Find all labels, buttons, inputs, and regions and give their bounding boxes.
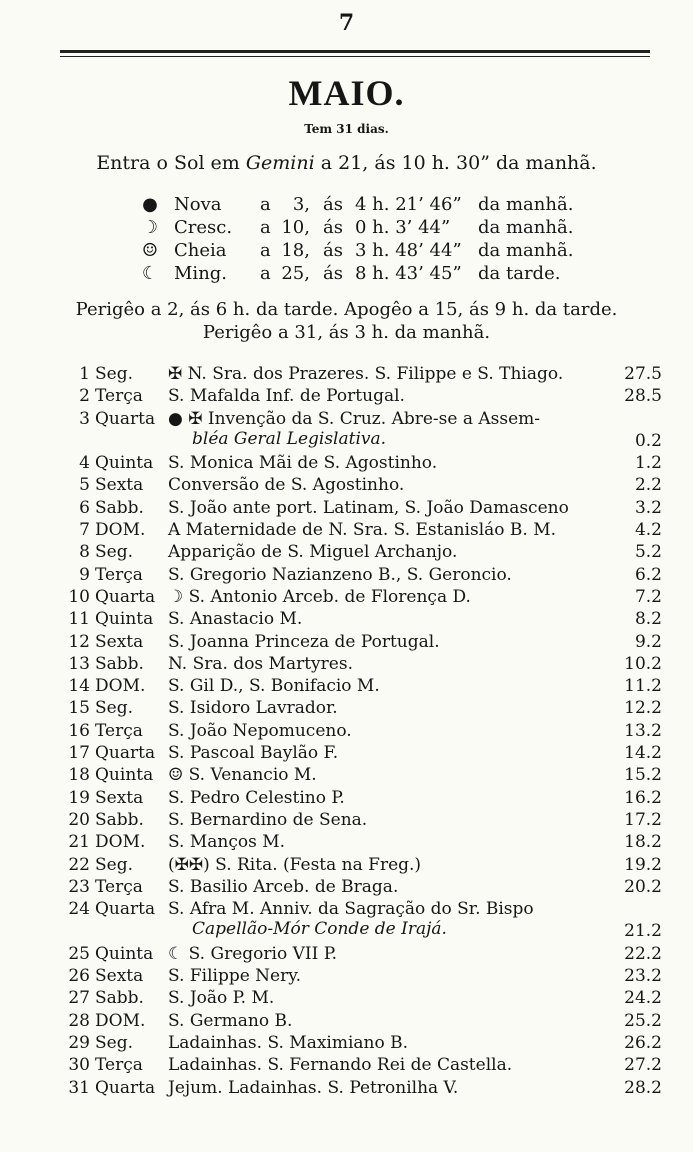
day-number: 1 (79, 364, 90, 384)
day-row (62, 654, 662, 676)
day-row (62, 1033, 662, 1055)
header-rule-thin (60, 56, 650, 57)
saint-text: S. Pascoal Baylão F. (168, 743, 339, 764)
moon-age-value: 10.2 (624, 653, 662, 674)
weekday: Quarta (95, 743, 156, 764)
weekday: Sexta (95, 787, 144, 808)
moon-age-value: 28.5 (624, 386, 662, 407)
day-row (62, 453, 662, 475)
day-number: 22 (68, 854, 90, 875)
saint-text: ☽ S. Antonio Arceb. de Florença D. (168, 586, 471, 607)
day-number: 7 (79, 520, 90, 541)
saint-text: S. Filippe Nery. (168, 966, 301, 987)
day-number: 19 (68, 787, 90, 808)
phase-a: a (260, 263, 271, 284)
day-number: 21 (68, 832, 90, 853)
day-row (62, 966, 662, 988)
moon-age-value: 12.2 (624, 698, 662, 719)
day-row (62, 1055, 662, 1077)
saint-entry (168, 1055, 608, 1075)
day-number: 11 (68, 609, 90, 630)
day-number: 29 (68, 1032, 90, 1053)
saint-entry (168, 1033, 608, 1053)
weekday: DOM. (95, 832, 146, 853)
day-number: 17 (68, 743, 90, 764)
phase-time: 3 h. 48’ 44” (355, 240, 462, 261)
day-number: 10 (68, 586, 90, 607)
moon-age-value: 20.2 (624, 876, 662, 897)
saint-text: Conversão de S. Agostinho. (168, 475, 405, 496)
day-number: 12 (68, 631, 90, 652)
day-number: 25 (68, 943, 90, 964)
saint-entry (168, 1011, 608, 1031)
saint-entry (168, 743, 608, 763)
day-number: 26 (68, 966, 90, 987)
day-row (62, 409, 662, 454)
moon-age-value: 21.2 (624, 921, 662, 942)
saint-text: S. Anastacio M. (168, 609, 303, 630)
day-number: 9 (79, 564, 90, 585)
phase-tail: da manhã. (478, 194, 574, 215)
weekday: Quinta (95, 453, 154, 474)
phase-day: 10, (281, 217, 310, 238)
weekday: Quarta (95, 899, 156, 920)
day-number: 20 (68, 809, 90, 830)
moon-age-value: 16.2 (624, 787, 662, 808)
saint-text: Ladainhas. S. Maximiano B. (168, 1032, 409, 1053)
saint-text: S. Monica Mãi de S. Agostinho. (168, 453, 438, 474)
saint-entry (168, 966, 608, 986)
saint-entry (168, 877, 608, 897)
phase-a: a (260, 240, 271, 261)
saint-text: S. Germano B. (168, 1010, 293, 1031)
weekday: Terça (95, 386, 143, 407)
perigee-line-1: Perigêo a 2, ás 6 h. da tarde. Apogêo a 15, ás 9 h. da tarde. (75, 299, 618, 320)
saint-text: Ladainhas. S. Fernando Rei de Castella. (168, 1055, 513, 1076)
weekday: DOM. (95, 1010, 146, 1031)
weekday: Quarta (95, 586, 156, 607)
saint-entry (168, 788, 608, 808)
day-number: 3 (79, 408, 90, 429)
day-number: 24 (68, 899, 90, 920)
phase-name: Cresc. (174, 217, 233, 238)
day-number: 8 (79, 542, 90, 563)
saint-entry (168, 498, 608, 518)
sun-entry (0, 152, 693, 174)
full-circle-icon: ● (142, 194, 158, 215)
saint-entry (168, 676, 608, 696)
moon-age-value: 27.2 (624, 1055, 662, 1076)
phase-a: a (260, 194, 271, 215)
saint-text: ☾ S. Gregorio VII P. (168, 943, 338, 964)
day-row (62, 475, 662, 497)
weekday: Seg. (95, 364, 133, 384)
moon-age-value: 8.2 (634, 609, 662, 630)
perigee-line-2: Perigêo a 31, ás 3 h. da manhã. (202, 322, 491, 343)
day-number: 14 (68, 676, 90, 697)
phase-tail: da manhã. (478, 217, 574, 238)
day-row (62, 676, 662, 698)
saint-text: Jejum. Ladainhas. S. Petronilha V. (168, 1077, 459, 1098)
saint-text: S. Basilio Arceb. de Braga. (168, 876, 399, 897)
day-row (62, 788, 662, 810)
phase-as: ás (323, 240, 343, 261)
day-row (62, 743, 662, 765)
day-row (62, 609, 662, 631)
page-number: 7 (338, 10, 355, 36)
weekday: Sabb. (95, 809, 144, 830)
phase-tail: da manhã. (478, 240, 574, 261)
moon-age-value: 6.2 (634, 564, 662, 585)
moon-age-value: 1.2 (634, 453, 662, 474)
moon-age-value: 24.2 (624, 988, 662, 1009)
saint-entry (168, 810, 608, 830)
day-row (62, 765, 662, 787)
saint-text: S. João Nepomuceno. (168, 720, 352, 741)
weekday: Seg. (95, 1032, 133, 1053)
moon-age-value: 14.2 (624, 743, 662, 764)
saint-text-continued: bléa Geral Legislativa. (192, 428, 387, 449)
saint-entry (168, 855, 608, 875)
saint-entry (168, 721, 608, 741)
sun-entry-sign: Gemini (245, 152, 315, 174)
moon-age-value: 15.2 (624, 765, 662, 786)
day-row (62, 810, 662, 832)
day-number: 2 (79, 386, 90, 407)
day-number: 15 (68, 698, 90, 719)
moon-age-value: 7.2 (634, 586, 662, 607)
saint-text: S. João P. M. (168, 988, 275, 1009)
weekday: Sabb. (95, 497, 144, 518)
saint-text: S. João ante port. Latinam, S. João Damasceno (168, 497, 569, 518)
day-row (62, 386, 662, 408)
phase-as: ás (323, 194, 343, 215)
moon-age-value: 3.2 (634, 497, 662, 518)
day-row (62, 498, 662, 520)
phase-as: ás (323, 263, 343, 284)
phase-day: 18, (281, 240, 310, 261)
saint-entry (168, 565, 608, 585)
weekday: Sexta (95, 966, 144, 987)
day-row (62, 877, 662, 899)
saint-entry (168, 1078, 608, 1098)
phase-time: 0 h. 3’ 44” (355, 217, 451, 238)
moon-age-value: 26.2 (624, 1032, 662, 1053)
month-title: MAIO. (288, 73, 405, 113)
saint-text: N. Sra. dos Martyres. (168, 653, 353, 674)
day-row (62, 1078, 662, 1100)
saint-entry (168, 542, 608, 562)
weekday: Terça (95, 720, 143, 741)
moon-age-value: 25.2 (624, 1010, 662, 1031)
weekday: Sexta (95, 475, 144, 496)
saint-text: ☺ S. Venancio M. (168, 765, 317, 786)
day-row (62, 587, 662, 609)
day-number: 4 (79, 453, 90, 474)
day-number: 23 (68, 876, 90, 897)
face-circle-icon: ☺ (141, 240, 159, 261)
weekday: Seg. (95, 698, 133, 719)
crescent-icon: ☽ (141, 217, 159, 238)
moon-age-value: 13.2 (624, 720, 662, 741)
day-row (62, 364, 662, 386)
weekday: Seg. (95, 542, 133, 563)
header-rule-thick (60, 50, 650, 53)
phase-name: Nova (174, 194, 222, 215)
saint-entry (168, 899, 608, 939)
phase-as: ás (323, 217, 343, 238)
saint-text: S. Gil D., S. Bonifacio M. (168, 676, 380, 697)
day-row (62, 855, 662, 877)
phase-name: Ming. (174, 263, 228, 284)
weekday: Terça (95, 1055, 143, 1076)
moon-age-value: 5.2 (634, 542, 662, 563)
day-row (62, 542, 662, 564)
weekday: Quinta (95, 765, 154, 786)
weekday: Quinta (95, 943, 154, 964)
phase-day: 25, (281, 263, 310, 284)
day-number: 18 (68, 765, 90, 786)
weekday: DOM. (95, 520, 146, 541)
weekday: Quinta (95, 609, 154, 630)
saint-entry (168, 988, 608, 1008)
phase-time: 8 h. 43’ 45” (355, 263, 462, 284)
saint-entry (168, 944, 608, 964)
phase-time: 4 h. 21’ 46” (355, 194, 462, 215)
day-row (62, 632, 662, 654)
moon-age-value: 19.2 (624, 854, 662, 875)
saint-entry (168, 364, 608, 384)
sun-entry-after: a 21, ás 10 h. 30” da manhã. (314, 152, 597, 174)
saint-entry (168, 587, 608, 607)
weekday: Seg. (95, 854, 133, 875)
moon-age-value: 22.2 (624, 943, 662, 964)
saint-text: S. Pedro Celestino P. (168, 787, 345, 808)
day-row (62, 832, 662, 854)
saint-entry (168, 654, 608, 674)
weekday: Quarta (95, 1077, 156, 1098)
saint-text: S. Mafalda Inf. de Portugal. (168, 386, 405, 407)
saint-entry (168, 832, 608, 852)
weekday: Terça (95, 564, 143, 585)
saint-entry (168, 453, 608, 473)
saint-text: ✠ N. Sra. dos Prazeres. S. Filippe e S. Thiago. (168, 364, 564, 384)
saint-entry (168, 632, 608, 652)
moon-age-value: 18.2 (624, 832, 662, 853)
moon-age-value: 27.5 (624, 364, 662, 384)
sun-entry-before: Entra o Sol em (96, 152, 246, 174)
day-row (62, 520, 662, 542)
saint-text: S. Afra M. Anniv. da Sagração do Sr. Bispo (168, 899, 534, 920)
weekday: DOM. (95, 676, 146, 697)
saint-entry (168, 698, 608, 718)
day-row (62, 899, 662, 944)
day-row (62, 944, 662, 966)
day-number: 28 (68, 1010, 90, 1031)
day-number: 30 (68, 1055, 90, 1076)
saint-entry (168, 609, 608, 629)
saint-text: S. Gregorio Nazianzeno B., S. Geroncio. (168, 564, 512, 585)
day-row (62, 565, 662, 587)
day-number: 27 (68, 988, 90, 1009)
moon-age-value: 4.2 (634, 520, 662, 541)
weekday: Sexta (95, 631, 144, 652)
saint-text: A Maternidade de N. Sra. S. Estanisláo B. M. (168, 520, 557, 541)
moon-age-value: 23.2 (624, 966, 662, 987)
day-number: 6 (79, 497, 90, 518)
moon-age-value: 17.2 (624, 809, 662, 830)
weekday: Sabb. (95, 653, 144, 674)
saint-text: S. Isidoro Lavrador. (168, 698, 338, 719)
weekday: Terça (95, 876, 143, 897)
saint-text: S. Manços M. (168, 832, 286, 853)
perigee-apogee-note (0, 298, 693, 344)
saint-text: ● ✠ Invenção da S. Cruz. Abre-se a Assem- (168, 408, 541, 429)
saint-entry (168, 409, 608, 449)
moon-age-value: 11.2 (624, 676, 662, 697)
day-number: 5 (79, 475, 90, 496)
saint-text: Apparição de S. Miguel Archanjo. (168, 542, 458, 563)
phase-name: Cheia (174, 240, 227, 261)
phase-day: 3, (292, 194, 310, 215)
day-row (62, 1011, 662, 1033)
day-list (62, 364, 662, 1100)
weekday: Sabb. (95, 988, 144, 1009)
waning-moon-icon: ☾ (141, 263, 159, 284)
saint-text: S. Bernardino de Sena. (168, 809, 368, 830)
saint-entry (168, 386, 608, 406)
saint-text: S. Joanna Princeza de Portugal. (168, 631, 440, 652)
moon-age-value: 0.2 (634, 430, 662, 451)
phase-tail: da tarde. (478, 263, 561, 284)
day-number: 31 (68, 1077, 90, 1098)
phase-a: a (260, 217, 271, 238)
saint-entry (168, 475, 608, 495)
day-row (62, 988, 662, 1010)
moon-age-value: 2.2 (634, 475, 662, 496)
weekday: Quarta (95, 408, 156, 429)
saint-entry (168, 520, 608, 540)
saint-text: (✠✠) S. Rita. (Festa na Freg.) (168, 854, 422, 875)
moon-age-value: 28.2 (624, 1077, 662, 1098)
day-row (62, 721, 662, 743)
day-number: 16 (68, 720, 90, 741)
saint-text-continued: Capellão-Mór Conde de Irajá. (192, 919, 447, 940)
days-count: Tem 31 dias. (304, 122, 389, 136)
day-row (62, 698, 662, 720)
day-number: 13 (68, 653, 90, 674)
moon-age-value: 9.2 (634, 631, 662, 652)
saint-entry (168, 765, 608, 785)
